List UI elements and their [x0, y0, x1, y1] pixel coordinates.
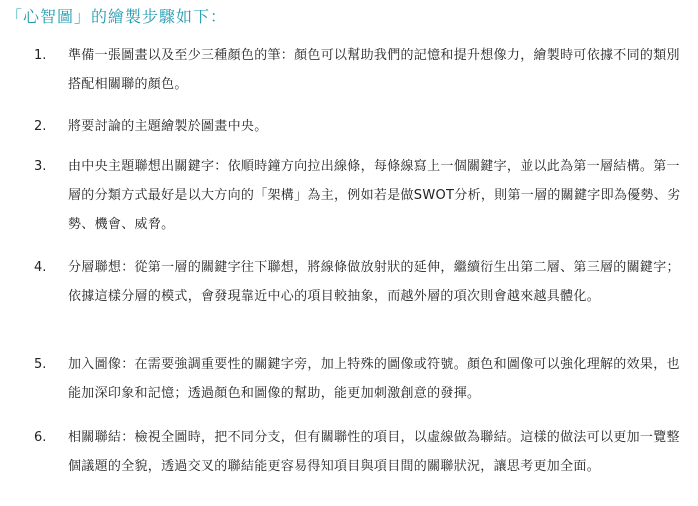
- step-number: 6.: [34, 430, 47, 445]
- step-number: 2.: [34, 119, 47, 134]
- step-text: 加入圖像：在需要強調重要性的關鍵字旁，加上特殊的圖像或符號。顏色和圖像可以強化理解的效果，也能加深印象和記憶；透過顏色和圖像的幫助，能更加刺激創意的發揮。: [68, 357, 680, 401]
- step-text: 準備一張圖畫以及至少三種顏色的筆：顏色可以幫助我們的記憶和提升想像力，繪製時可依據不同的類別搭配相關聯的顏色。: [68, 48, 680, 92]
- step-text: 相關聯結：檢視全圖時，把不同分支，但有關聯性的項目，以虛線做為聯結。這樣的做法可以更加一覽整個議題的全貌，透過交叉的聯結能更容易得知項目與項目間的關聯狀況，讓思考更加全面。: [68, 430, 680, 474]
- page-heading: 「心智圖」的繪製步驟如下：: [6, 7, 228, 26]
- step-number: 4.: [34, 260, 47, 275]
- step-number: 1.: [34, 48, 47, 63]
- step-text: 將要討論的主題繪製於圖畫中央。: [68, 119, 268, 134]
- step-text: 由中央主題聯想出關鍵字：依順時鐘方向拉出線條，每條線寫上一個關鍵字，並以此為第一層結構。第一層的分類方式最好是以大方向的「架構」為主，例如若是做SWOT分析，則第一層的關鍵字即為優勢、劣勢、機會、威脅。: [68, 159, 681, 232]
- step-number: 3.: [34, 159, 47, 174]
- step-number: 5.: [34, 357, 47, 372]
- step-text: 分層聯想：從第一層的關鍵字往下聯想，將線條做放射狀的延伸，繼續衍生出第二層、第三層的關鍵字；依據這樣分層的模式，會發現靠近中心的項目較抽象，而越外層的項次則會越來越具體化。: [68, 260, 680, 304]
